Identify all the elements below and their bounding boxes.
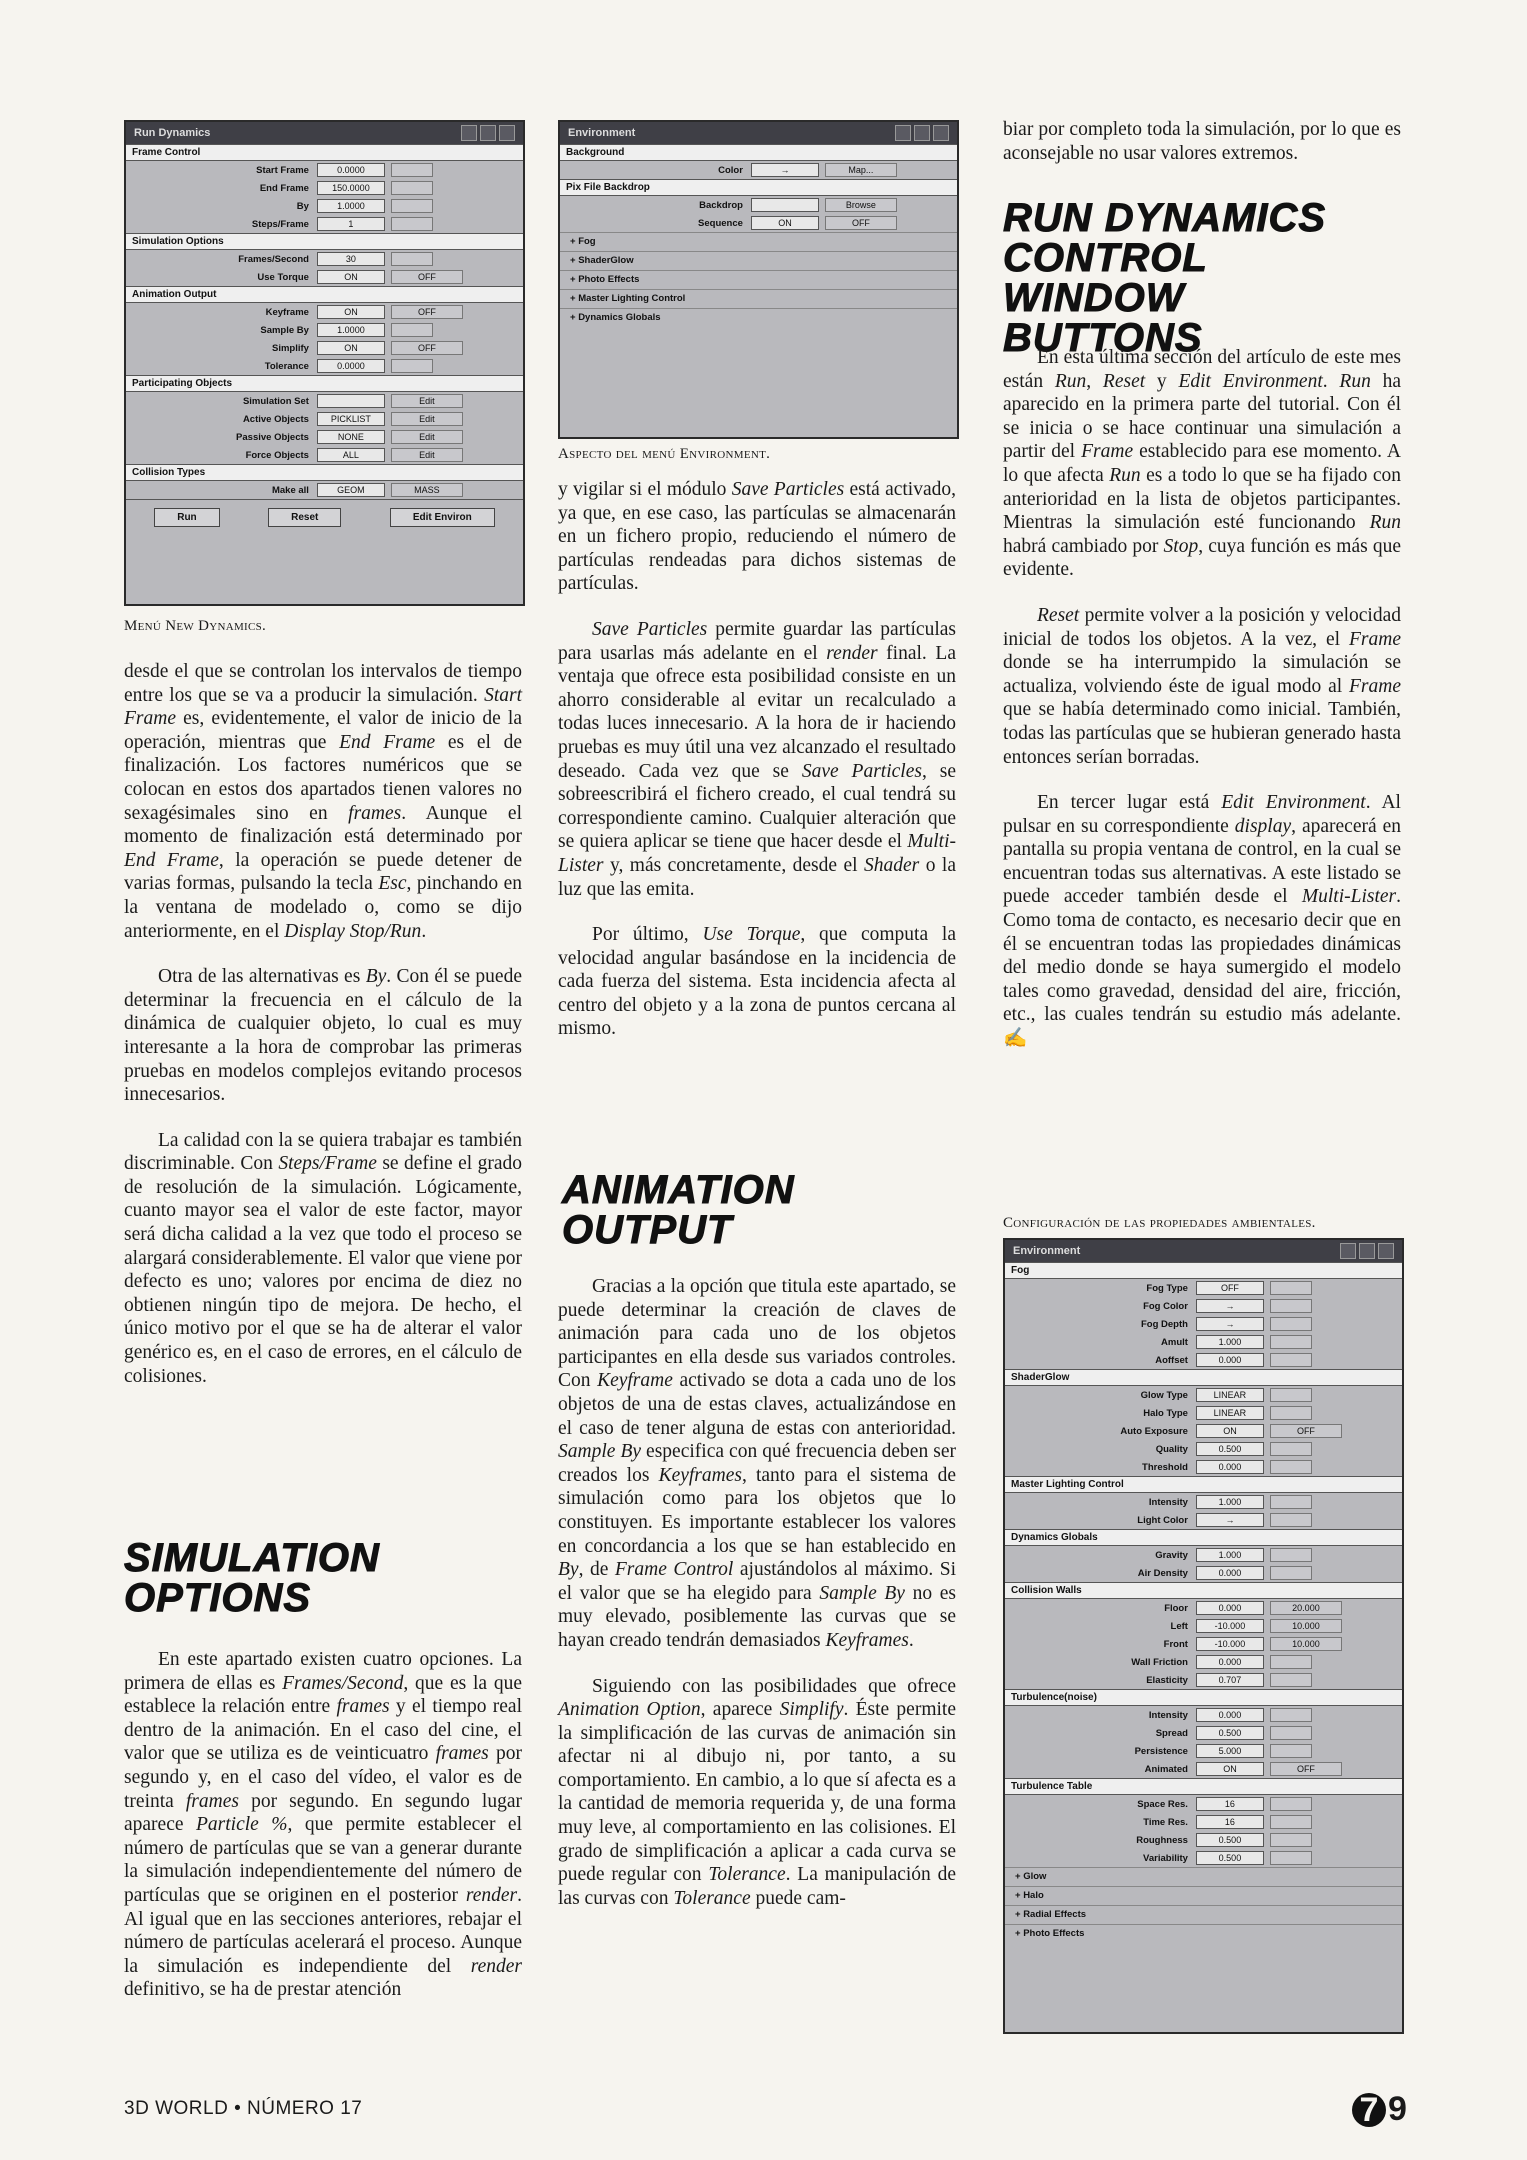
row-value-secondary: 10.000 (1270, 1619, 1342, 1633)
row-value: ON (317, 305, 385, 319)
row-label: End Frame (259, 182, 309, 194)
row-value-secondary: OFF (825, 216, 897, 230)
row-label: Air Density (1137, 1567, 1188, 1579)
row-value: ON (751, 216, 819, 230)
panel-section-header: Background (560, 144, 957, 161)
slider-track (1270, 1815, 1312, 1829)
row-label: Persistence (1134, 1745, 1188, 1757)
row-value: 1.000 (1196, 1548, 1264, 1562)
panel-section-header: Frame Control (126, 144, 523, 161)
panel-section-header: Turbulence Table (1005, 1778, 1402, 1795)
panel-row (1005, 1849, 1402, 1867)
panel-row (126, 303, 523, 321)
collapsed-section-label: Glow (1023, 1871, 1047, 1882)
panel-row (1005, 1458, 1402, 1476)
panel-section-header: Turbulence(noise) (1005, 1689, 1402, 1706)
paragraph: biar por completo toda la simulación, por lo que es aconsejable no usar valores extremos. (1003, 119, 1401, 164)
panel-row (1005, 1297, 1402, 1315)
row-label: Make all (271, 484, 309, 496)
environment-config-window (1003, 1238, 1404, 2034)
collapsed-section-label: Dynamics Globals (578, 312, 661, 323)
row-label: Fog Depth (1140, 1318, 1188, 1330)
window-button-icon (499, 125, 515, 141)
page-number-circle: 7 (1352, 2093, 1386, 2127)
heading-animation-output (562, 1170, 892, 1250)
panel-row (1005, 1493, 1402, 1511)
window-button-icon (1359, 1243, 1375, 1259)
slider-track (1270, 1548, 1312, 1562)
row-value: -10.000 (1196, 1619, 1264, 1633)
collapsed-section-label: Photo Effects (1023, 1928, 1085, 1939)
slider-track (1270, 1335, 1312, 1349)
paragraph: Por último, Use Torque, que computa la velocidad angular basándose en la incidencia de cada fuerza del sistema. Esta incidencia afecta al centro del objeto y a la zona de puntos cercana al mismo. (558, 924, 956, 1040)
row-value: 1.000 (1196, 1495, 1264, 1509)
panel-row (126, 357, 523, 375)
paragraph: En tercer lugar está Edit Environment. Al pulsar en su correspondiente display, aparecerá en pantalla su propia ventana de control, en la cual se encuentran todas sus alternativas. A este listado se puede acceder también desde el Multi-Lister. Como toma de contacto, es necesario decir que en él se encuentran todas las propiedades dinámicas del medio donde se haya sumergido el modelo tales como gravedad, densidad del aire, fricción, etc., las cuales tendrán su estudio más adelante. ✍ (1003, 792, 1401, 1050)
window-titlebar (560, 122, 957, 144)
panel-row (1005, 1813, 1402, 1831)
row-label: Elasticity (1146, 1674, 1188, 1686)
slider-track (1270, 1317, 1312, 1331)
expand-icon: + (570, 274, 579, 285)
panel-row (560, 196, 957, 214)
row-label: Frames/Second (238, 253, 309, 265)
expand-icon: + (1015, 1909, 1024, 1920)
row-label: Auto Exposure (1120, 1425, 1188, 1437)
row-label: Fog Color (1143, 1300, 1188, 1312)
row-label: Force Objects (245, 449, 309, 461)
collapsed-section-label: Radial Effects (1023, 1909, 1087, 1920)
row-label: Steps/Frame (251, 218, 309, 230)
window-body (1005, 1262, 1402, 1943)
window-button-icon (461, 125, 477, 141)
panel-section-header: Simulation Options (126, 233, 523, 250)
panel-row (1005, 1617, 1402, 1635)
panel-row (1005, 1599, 1402, 1617)
slider-track (391, 181, 433, 195)
row-value: ON (317, 341, 385, 355)
row-label: Variability (1143, 1852, 1188, 1864)
slider-track (1270, 1406, 1312, 1420)
figure-caption-3: Configuración de las propiedades ambientales. (1003, 1215, 1316, 1231)
row-value: 5.000 (1196, 1744, 1264, 1758)
panel-row (1005, 1351, 1402, 1369)
row-value: PICKLIST (317, 412, 385, 426)
panel-row (1005, 1831, 1402, 1849)
slider-track (1270, 1388, 1312, 1402)
row-value-secondary: 10.000 (1270, 1637, 1342, 1651)
row-value: 1.000 (1196, 1335, 1264, 1349)
paragraph: Siguiendo con las posibilidades que ofrece Animation Option, aparece Simplify. Éste permite la simplificación de las curvas de animación sin afectar ni al dibujo ni, por tanto, a su comportamiento. En cambio, a lo que sí afecta es a la cantidad de memoria requerida y, de una forma muy leve, al comportamiento en las colisiones. El grado de simplificación a aplicar a cada curva se puede regular con Tolerance. La manipulación de las curvas con Tolerance puede cam- (558, 1675, 957, 1909)
text-column-1 (124, 660, 522, 1388)
panel-row (1005, 1795, 1402, 1813)
page-number-rest: 9 (1388, 2090, 1407, 2128)
button-bar (126, 499, 523, 535)
row-label: Simplify (271, 342, 309, 354)
row-label: Wall Friction (1131, 1656, 1188, 1668)
row-label: Animated (1144, 1763, 1188, 1775)
panel-row (1005, 1333, 1402, 1351)
panel-row (560, 214, 957, 232)
row-label: Start Frame (256, 164, 309, 176)
row-value: -10.000 (1196, 1637, 1264, 1651)
collapsed-section (560, 270, 957, 289)
row-value: OFF (1196, 1281, 1264, 1295)
row-value: 16 (1196, 1815, 1264, 1829)
window-titlebar (1005, 1240, 1402, 1262)
panel-row (126, 428, 523, 446)
panel-row (126, 197, 523, 215)
row-label: By (296, 200, 309, 212)
row-value: 0.000 (1196, 1655, 1264, 1669)
text-column-2 (558, 478, 956, 1041)
expand-icon: + (1015, 1871, 1024, 1882)
heading-text: ANIMATION OUTPUT (562, 1168, 795, 1252)
window-titlebar (126, 122, 523, 144)
row-label: Keyframe (265, 306, 309, 318)
expand-icon: + (570, 236, 579, 247)
row-value: 30 (317, 252, 385, 266)
row-label: Front (1163, 1638, 1188, 1650)
row-value-secondary: Edit (391, 394, 463, 408)
slider-track (391, 359, 433, 373)
slider-track (1270, 1655, 1312, 1669)
row-value: NONE (317, 430, 385, 444)
slider-track (391, 163, 433, 177)
slider-track (1270, 1442, 1312, 1456)
row-label: Roughness (1136, 1834, 1188, 1846)
slider-track (1270, 1708, 1312, 1722)
panel-row (1005, 1279, 1402, 1297)
row-value-secondary: Browse (825, 198, 897, 212)
expand-icon: + (1015, 1890, 1024, 1901)
paragraph: Gracias a la opción que titula este apartado, se puede determinar la creación de claves de animación para cada uno de los objetos participantes en ella desde sus variados controles. Con Keyframe activado se dota a cada uno de los objetos de una de estas claves, actualizándose en el caso de tener alguna de estas con anterioridad. Sample By especifica con qué frecuencia deben ser creados los Keyframes, tanto para el sistema de simulación como para los objetos que lo constituyen. Es importante establecer los valores en concordancia a los que se han establecido en By, de Frame Control ajustándolos al máximo. Si el valor que se ha elegido para Sample By no es muy elevado, posiblemente las curvas que se hayan creado tendrán demasiados Keyframes. (558, 1276, 957, 1651)
text-column-1b (124, 1648, 522, 2002)
paragraph: La calidad con la se quiera trabajar es también discriminable. Con Steps/Frame se define el grado de resolución de la simulación. Lógicamente, cuanto mayor sea el valor de este factor, mayor será dicha calidad a la vez que todo el proceso se alargará considerablemente. El valor que viene por defecto es uno; valores por encima de diez no obtienen ningún tipo de mejora. De hecho, el único motivo por el que se ha de alterar el valor genérico es, en el caso de errores, en el cálculo de colisiones. (124, 1129, 522, 1387)
panel-row (1005, 1653, 1402, 1671)
run-dynamics-window (124, 120, 525, 606)
row-value-secondary: Edit (391, 448, 463, 462)
row-value: → (1196, 1513, 1264, 1527)
row-value: 0.0000 (317, 359, 385, 373)
row-value: 0.707 (1196, 1673, 1264, 1687)
row-value-secondary: Edit (391, 412, 463, 426)
text-column-2b (558, 1275, 956, 1910)
collapsed-section-label: ShaderGlow (578, 255, 634, 266)
collapsed-section (560, 308, 957, 327)
window-button-icon (895, 125, 911, 141)
row-label: Sample By (260, 324, 309, 336)
figure-caption-1: Menú New Dynamics. (124, 618, 267, 634)
paragraph: Otra de las alternativas es By. Con él se puede determinar la frecuencia en el cálculo de la dinámica de cualquier objeto, lo cual es muy interesante a la hora de comprobar las primeras pruebas en modelos complejos evitando procesos innecesarios. (124, 966, 522, 1106)
slider-track (1270, 1460, 1312, 1474)
row-value: LINEAR (1196, 1388, 1264, 1402)
window-title: Environment (568, 127, 636, 139)
row-label: Left (1170, 1620, 1188, 1632)
panel-section-header: Master Lighting Control (1005, 1476, 1402, 1493)
panel-row (560, 161, 957, 179)
magazine-footer: 3D WORLD • NÚMERO 17 (124, 2098, 363, 2119)
panel-row (126, 250, 523, 268)
row-value: GEOM (317, 483, 385, 497)
row-value: 0.000 (1196, 1566, 1264, 1580)
panel-section-header: Participating Objects (126, 375, 523, 392)
heading-text: SIMULATION OPTIONS (124, 1536, 380, 1620)
window-button-icon (914, 125, 930, 141)
panel-row (1005, 1511, 1402, 1529)
panel-row (1005, 1564, 1402, 1582)
row-value-secondary: OFF (391, 341, 463, 355)
row-label: Space Res. (1137, 1798, 1188, 1810)
panel-row (1005, 1760, 1402, 1778)
window-button-icon (1378, 1243, 1394, 1259)
collapsed-section-label: Master Lighting Control (578, 293, 686, 304)
row-label: Time Res. (1143, 1816, 1188, 1828)
row-label: Color (718, 164, 743, 176)
row-label: Glow Type (1140, 1389, 1188, 1401)
paragraph: Save Particles permite guardar las partículas para usarlas más adelante en el render final. La ventaja que ofrece esta posibilidad consiste en un ahorro considerable al evitar un recalculado a todas luces innecesario. A la hora de ir haciendo pruebas es muy útil una vez alcanzado el resultado deseado. Cada vez que se Save Particles, se sobreescribirá el fichero creado, el cual tendrá su correspondiente camino. Cualquier alteración que se quiera aplicar se tiene que hacer desde el Multi-Lister y, más concretamente, desde el Shader o la luz que las emita. (558, 618, 957, 900)
row-value: 0.500 (1196, 1851, 1264, 1865)
row-label: Aoffset (1155, 1354, 1188, 1366)
window-button-icon (933, 125, 949, 141)
collapsed-section (1005, 1905, 1402, 1924)
window-button-icon (480, 125, 496, 141)
row-label: Active Objects (242, 413, 309, 425)
slider-track (391, 217, 433, 231)
panel-row (1005, 1386, 1402, 1404)
collapsed-section-label: Halo (1023, 1890, 1044, 1901)
row-label: Quality (1155, 1443, 1188, 1455)
row-value: → (1196, 1317, 1264, 1331)
panel-row (1005, 1422, 1402, 1440)
collapsed-section (1005, 1867, 1402, 1886)
row-value: → (1196, 1299, 1264, 1313)
row-value: 16 (1196, 1797, 1264, 1811)
panel-section-header: Collision Walls (1005, 1582, 1402, 1599)
collapsed-section (560, 251, 957, 270)
text-column-3b (1003, 346, 1401, 1051)
panel-row (1005, 1706, 1402, 1724)
row-label: Intensity (1148, 1496, 1188, 1508)
panel-row (1005, 1671, 1402, 1689)
expand-icon: + (570, 312, 579, 323)
panel-row (126, 481, 523, 499)
collapsed-section-label: Photo Effects (578, 274, 640, 285)
collapsed-section (560, 289, 957, 308)
row-label: Use Torque (257, 271, 309, 283)
panel-row (1005, 1315, 1402, 1333)
window-body (560, 144, 957, 327)
panel-row (126, 339, 523, 357)
row-label: Tolerance (264, 360, 309, 372)
panel-row (126, 161, 523, 179)
row-label: Spread (1155, 1727, 1188, 1739)
panel-section-header: Animation Output (126, 286, 523, 303)
panel-row (1005, 1742, 1402, 1760)
row-label: Floor (1164, 1602, 1188, 1614)
row-value-secondary: Edit (391, 430, 463, 444)
panel-section-header: Collision Types (126, 464, 523, 481)
page-number (1352, 2090, 1407, 2129)
collapsed-section (1005, 1924, 1402, 1943)
row-value: ON (1196, 1424, 1264, 1438)
edit-environ-button: Edit Environ (390, 508, 495, 527)
paragraph: Reset permite volver a la posición y velocidad inicial de todos los objetos. A la vez, el Frame donde se ha interrumpido la simulación se actualiza, volviendo éste de igual modo al Frame que se había determinado como inicial. También, todas las partículas que se hubieran generado hasta entonces serían borradas. (1003, 604, 1401, 768)
row-value: 0.500 (1196, 1442, 1264, 1456)
heading-text: RUN DYNAMICS CONTROL WINDOW BUTTONS (1003, 196, 1327, 360)
row-value: LINEAR (1196, 1406, 1264, 1420)
slider-track (391, 323, 433, 337)
pen-sign-icon: ✍ (1003, 1028, 1028, 1050)
row-label: Threshold (1142, 1461, 1188, 1473)
row-value: 0.000 (1196, 1353, 1264, 1367)
row-value-secondary: Map... (825, 163, 897, 177)
row-value: 0.000 (1196, 1460, 1264, 1474)
figure-caption-2: Aspecto del menú Environment. (558, 446, 771, 462)
slider-track (1270, 1744, 1312, 1758)
row-value (317, 394, 385, 408)
heading-run-dynamics (1003, 198, 1363, 358)
panel-row (126, 215, 523, 233)
collapsed-section (1005, 1886, 1402, 1905)
collapsed-section-label: Fog (578, 236, 596, 247)
row-value: 1.0000 (317, 199, 385, 213)
slider-track (1270, 1673, 1312, 1687)
row-value-secondary: MASS (391, 483, 463, 497)
expand-icon: + (570, 255, 579, 266)
slider-track (1270, 1513, 1312, 1527)
row-value: 0.000 (1196, 1708, 1264, 1722)
row-label: Fog Type (1146, 1282, 1188, 1294)
environment-window (558, 120, 959, 439)
row-value: 1 (317, 217, 385, 231)
panel-row (126, 321, 523, 339)
window-title: Run Dynamics (134, 127, 211, 139)
paragraph: En este apartado existen cuatro opciones. La primera de ellas es Frames/Second, que es la que establece la relación entre frames y el tiempo real dentro de la animación. En el caso del cine, el valor que se utiliza es de veinticuatro frames por segundo y, en el caso del vídeo, el valor es de treinta frames por segundo. En segundo lugar aparece Particle %, que permite establecer el número de partículas que se van a generar durante la simulación independientemente del número de partículas que se originen en el posterior render. Al igual que en las secciones anteriores, rebajar el número de partículas acelerará el proceso. Aunque la simulación es independiente del render definitivo, se ha de prestar atención (124, 1649, 522, 2001)
panel-row (126, 268, 523, 286)
panel-section-header: Fog (1005, 1262, 1402, 1279)
window-body (126, 144, 523, 499)
slider-track (1270, 1299, 1312, 1313)
row-value: 0.500 (1196, 1726, 1264, 1740)
paragraph: desde el que se controlan los intervalos de tiempo entre los que se va a producir la simulación. Start Frame es, evidentemente, el valor de inicio de la operación, mientras que End Frame es el de finalización. Los factores numéricos que se colocan en estos dos apartados tienen valores no sexagésimales sino en frames. Aunque el momento de finalización está determinado por End Frame, la operación se puede detener de varias formas, pulsando la tecla Esc, pinchando en la ventana de modelado o, como se dijo anteriormente, en el Display Stop/Run. (124, 661, 522, 942)
slider-track (1270, 1797, 1312, 1811)
run-button: Run (154, 508, 219, 527)
row-value: ON (317, 270, 385, 284)
panel-row (126, 392, 523, 410)
slider-track (391, 199, 433, 213)
row-value-secondary: 20.000 (1270, 1601, 1342, 1615)
row-label: Amult (1161, 1336, 1188, 1348)
row-label: Intensity (1148, 1709, 1188, 1721)
collapsed-section (560, 232, 957, 251)
row-label: Light Color (1137, 1514, 1188, 1526)
row-value: 0.0000 (317, 163, 385, 177)
panel-row (1005, 1404, 1402, 1422)
row-label: Sequence (698, 217, 743, 229)
row-value: 1.0000 (317, 323, 385, 337)
panel-row (1005, 1440, 1402, 1458)
expand-icon: + (1015, 1928, 1024, 1939)
row-value: 0.000 (1196, 1601, 1264, 1615)
row-value-secondary: OFF (391, 305, 463, 319)
panel-row (1005, 1635, 1402, 1653)
paragraph: En esta última sección del artículo de este mes están Run, Reset y Edit Environment. Run ha aparecido en la primera parte del tutorial. Con él se inicia o se hace continuar una simulación a partir del Frame establecido para ese momento. A lo que afecta Run es a todo lo que se ha fijado con anterioridad en la lista de objetos participantes. Mientras la simulación esté funcionando Run habrá cambiado por Stop, cuya función es más que evidente. (1003, 347, 1402, 581)
row-value: ON (1196, 1762, 1264, 1776)
expand-icon: + (570, 293, 579, 304)
row-value: 150.0000 (317, 181, 385, 195)
row-label: Gravity (1155, 1549, 1188, 1561)
row-label: Passive Objects (236, 431, 309, 443)
slider-track (1270, 1281, 1312, 1295)
panel-row (1005, 1724, 1402, 1742)
slider-track (391, 252, 433, 266)
panel-section-header: ShaderGlow (1005, 1369, 1402, 1386)
panel-section-header: Dynamics Globals (1005, 1529, 1402, 1546)
text-column-3 (1003, 118, 1401, 165)
heading-simulation-options (124, 1538, 484, 1618)
panel-row (126, 410, 523, 428)
panel-row (126, 179, 523, 197)
row-value: ALL (317, 448, 385, 462)
row-label: Halo Type (1143, 1407, 1188, 1419)
slider-track (1270, 1833, 1312, 1847)
slider-track (1270, 1495, 1312, 1509)
row-value: → (751, 163, 819, 177)
row-value-secondary: OFF (1270, 1424, 1342, 1438)
slider-track (1270, 1851, 1312, 1865)
window-button-icon (1340, 1243, 1356, 1259)
row-label: Simulation Set (242, 395, 309, 407)
slider-track (1270, 1726, 1312, 1740)
slider-track (1270, 1566, 1312, 1580)
row-value: 0.500 (1196, 1833, 1264, 1847)
row-value (751, 198, 819, 212)
panel-row (126, 446, 523, 464)
row-value-secondary: OFF (1270, 1762, 1342, 1776)
slider-track (1270, 1353, 1312, 1367)
reset-button: Reset (268, 508, 341, 527)
paragraph: y vigilar si el módulo Save Particles está activado, ya que, en ese caso, las partículas se almacenarán en un fichero propio, reduciendo el número de partículas rendeadas para dichos sistemas de partículas. (558, 479, 956, 595)
row-label: Backdrop (699, 199, 743, 211)
panel-row (1005, 1546, 1402, 1564)
window-title: Environment (1013, 1245, 1081, 1257)
panel-section-header: Pix File Backdrop (560, 179, 957, 196)
row-value-secondary: OFF (391, 270, 463, 284)
